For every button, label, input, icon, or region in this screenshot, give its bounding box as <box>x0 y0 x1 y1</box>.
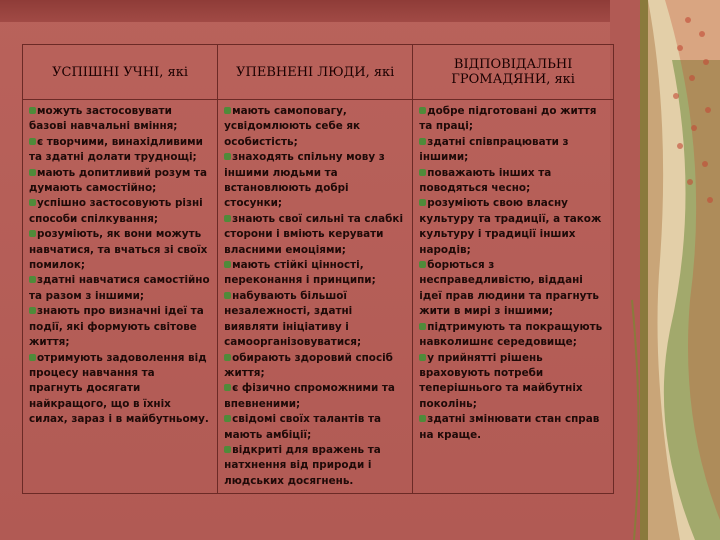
bullet-icon <box>419 169 426 176</box>
bullet-icon <box>29 276 36 283</box>
list-item: борються з несправедливістю, віддані ідеї прав людини та прагнуть жити в мирі з іншими; <box>419 259 599 318</box>
list-item: знають про визначні ідеї та події, які формують світове життя; <box>29 305 204 349</box>
table-header-row <box>23 45 614 100</box>
list-item: набувають більшої незалежності, здатні виявляти ініціативу і самоорганізовуватися; <box>224 289 362 349</box>
qualities-table <box>22 44 614 494</box>
bullet-icon <box>29 307 36 314</box>
list-item: знають свої сильні та слабкі сторони і вміють керувати власними емоціями; <box>224 212 404 256</box>
list-item: мають допитливий розум та думають самостійно; <box>29 166 208 195</box>
bullet-icon <box>224 415 231 422</box>
list-item: розуміють свою власну культуру та традиції, а також культуру і традиції інших народів; <box>419 197 602 256</box>
bullet-icon <box>29 230 36 237</box>
bullet-icon <box>224 384 231 391</box>
bullet-icon <box>419 199 426 206</box>
list-item: розуміють, як вони можуть навчатися, та вчаться зі своїх помилок; <box>29 228 208 272</box>
bullet-icon <box>29 199 36 206</box>
list-item: поважають інших та поводяться чесно; <box>419 166 552 195</box>
bullet-icon <box>224 107 231 114</box>
column-responsible-citizens <box>413 100 614 494</box>
list-item: є фізично спроможними та впевненими; <box>224 382 395 410</box>
list-item: у прийнятті рішень враховують потреби теперішнього та майбутніх поколінь; <box>419 351 583 410</box>
bullet-icon <box>224 153 231 160</box>
bullet-icon <box>419 261 426 268</box>
list-item: здатні співпрацювати з іншими; <box>419 135 569 164</box>
bullet-icon <box>419 415 426 422</box>
list-item: отримують задоволення від процесу навчання та прагнуть досягати найкращого, що в їхніх силах, зараз і в майбутньому. <box>29 351 209 426</box>
column-confident-people <box>218 100 413 494</box>
list-item: свідомі своїх талантів та мають амбіції; <box>224 413 382 441</box>
bullet-icon <box>29 107 36 114</box>
bullet-icon <box>419 138 426 145</box>
list-item: є творчими, винахідливими та здатні долати труднощі; <box>29 135 203 164</box>
header-confident-people: УПЕВНЕНІ ЛЮДИ, які <box>218 45 413 100</box>
list-item: відкриті для вражень та натхнення від природи і людських досягнень. <box>224 443 381 487</box>
bullet-icon <box>224 261 231 268</box>
header-successful-students: УСПІШНІ УЧНІ, які <box>23 45 218 100</box>
list-item: підтримують та покращують навколишнє середовище; <box>419 320 603 349</box>
decorative-ornament <box>610 0 720 540</box>
list-item: здатні навчатися самостійно та разом з іншими; <box>29 274 210 302</box>
list-item: мають самоповагу, усвідомлюють себе як особистість; <box>224 105 361 148</box>
bullet-icon <box>419 354 426 361</box>
list-item: можуть застосовувати базові навчальні вміння; <box>29 105 178 133</box>
bullet-icon <box>224 354 231 361</box>
list-item: знаходять спільну мову з іншими людьми та встановлюють добрі стосунки; <box>224 151 385 210</box>
bullet-icon <box>224 292 231 299</box>
bullet-icon <box>419 107 426 114</box>
table-body-row <box>23 100 614 494</box>
header-responsible-citizens: ВІДПОВІДАЛЬНІ ГРОМАДЯНИ, які <box>413 45 614 100</box>
bullet-icon <box>419 323 426 330</box>
bullet-icon <box>29 354 36 361</box>
bullet-icon <box>224 446 231 453</box>
bullet-icon <box>29 138 36 145</box>
bullet-icon <box>224 215 231 222</box>
list-item: добре підготовані до життя та праці; <box>419 105 597 133</box>
column-successful-students <box>23 100 218 494</box>
list-item: здатні змінювати стан справ на краще. <box>419 413 600 441</box>
list-item: мають стійкі цінності, переконання і принципи; <box>224 259 376 287</box>
bullet-icon <box>29 169 36 176</box>
list-item: обирають здоровий спосіб життя; <box>224 351 393 379</box>
list-item: успішно застосовують різні способи спілкування; <box>29 197 203 225</box>
